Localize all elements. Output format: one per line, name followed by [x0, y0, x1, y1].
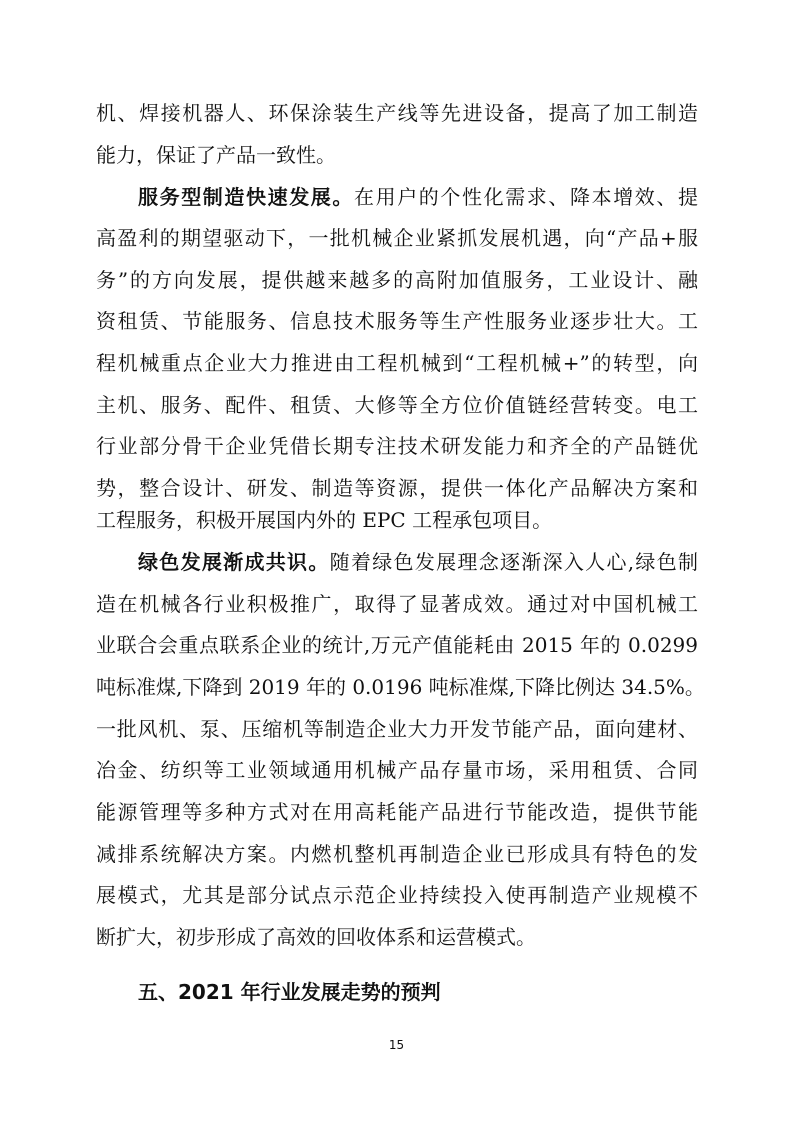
paragraph-line: 断扩大，初步形成了高效的回收体系和运营模式。: [96, 925, 536, 949]
paragraph-line: 展模式，尤其是部分试点示范企业持续投入使再制造产业规模不: [96, 883, 698, 907]
paragraph-line: 机、焊接机器人、环保涂装生产线等先进设备，提高了加工制造: [96, 101, 698, 125]
paragraph-line: 工程服务，积极开展国内外的 EPC 工程承包项目。: [96, 508, 553, 532]
paragraph-lead-heading: 绿色发展渐成共识。: [138, 550, 330, 574]
paragraph-line: 吨标准煤,下降到 2019 年的 0.0196 吨标准煤,下降比例达 34.5%。: [96, 675, 705, 699]
paragraph-line: 程机械重点企业大力推进由工程机械到“工程机械+”的转型，向: [96, 351, 698, 375]
paragraph-line: 高盈利的期望驱动下，一批机械企业紧抓发展机遇，向“产品+服: [96, 226, 698, 250]
paragraph-line: 主机、服务、配件、租赁、大修等全方位价值链经营转变。电工: [96, 393, 698, 417]
paragraph-text: 在用户的个性化需求、降本增效、提: [354, 185, 698, 209]
section-heading: 五、2021 年行业发展走势的预判: [138, 980, 441, 1004]
paragraph-text: 随着绿色发展理念逐渐深入人心,绿色制: [329, 550, 699, 574]
paragraph-line: 势，整合设计、研发、制造等资源，提供一体化产品解决方案和: [96, 476, 698, 500]
paragraph-line: 能源管理等多种方式对在用高耗能产品进行节能改造，提供节能: [96, 800, 698, 824]
paragraph-line: 冶金、纺织等工业领域通用机械产品存量市场，采用租赁、合同: [96, 758, 698, 782]
paragraph-first-line: [96, 182, 698, 212]
paragraph-line: 一批风机、泵、压缩机等制造企业大力开发节能产品，面向建材、: [96, 717, 698, 741]
paragraph-line: 资租赁、节能服务、信息技术服务等生产性服务业逐步壮大。工: [96, 309, 698, 333]
paragraph-line: 能力，保证了产品一致性。: [96, 143, 336, 167]
page-number: 15: [388, 1038, 405, 1052]
paragraph-line: 减排系统解决方案。内燃机整机再制造企业已形成具有特色的发: [96, 842, 698, 866]
paragraph-line: 行业部分骨干企业凭借长期专注技术研发能力和齐全的产品链优: [96, 434, 698, 458]
paragraph-line: 业联合会重点联系企业的统计,万元产值能耗由 2015 年的 0.0299: [96, 633, 698, 657]
paragraph-line: 造在机械各行业积极推广，取得了显著成效。通过对中国机械工: [96, 592, 698, 616]
paragraph-line: 务”的方向发展，提供越来越多的高附加值服务，工业设计、融: [96, 268, 698, 292]
paragraph-lead-heading: 服务型制造快速发展。: [138, 185, 354, 209]
paragraph-first-line: [96, 547, 698, 577]
